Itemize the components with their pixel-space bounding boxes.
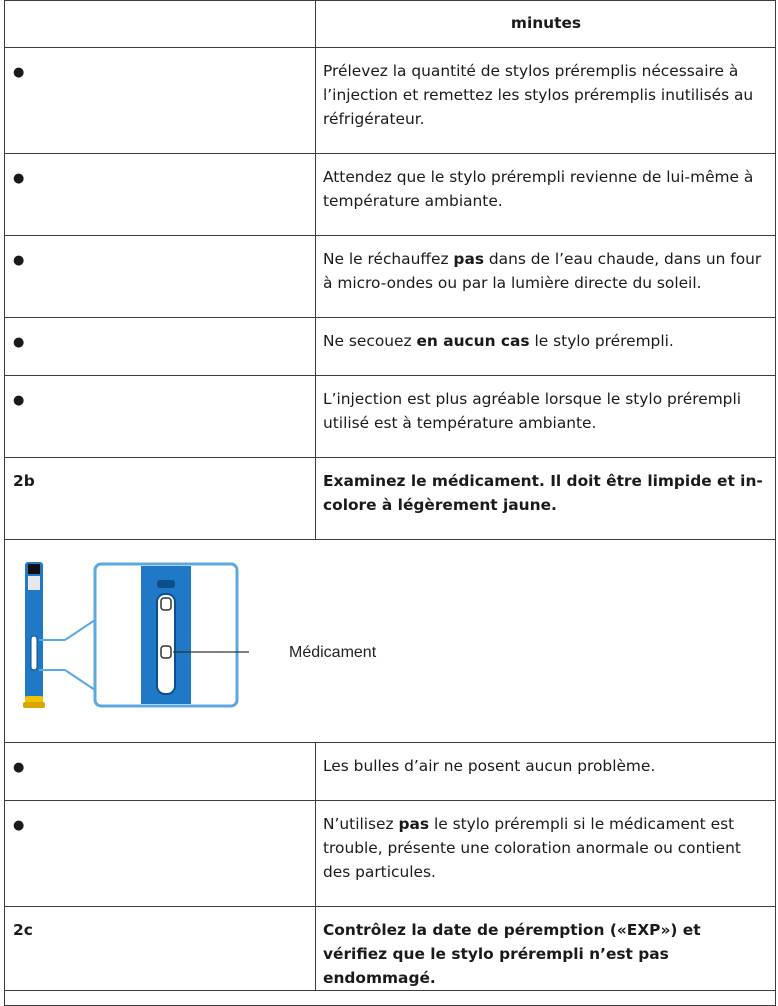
step-number-cell: 2c — [5, 907, 316, 991]
table-row — [5, 458, 776, 540]
text-part: Ne le réchauffez — [323, 250, 454, 268]
pen-figure — [5, 540, 775, 742]
bullet-cell — [5, 801, 316, 907]
text-part: N’utilisez — [323, 815, 399, 833]
bullet-cell — [5, 743, 316, 801]
prefilled-pen-illustration — [5, 540, 777, 742]
table-row — [5, 1, 776, 48]
instruction-cell: Prélevez la quantité de stylos préremplis nécessaire à l’injection et remettez les stylos préremplis inutilisés au réfrigérateur. — [316, 48, 776, 154]
bullet: ● — [13, 335, 25, 350]
table-row — [5, 376, 776, 458]
emphasis-text: pas — [398, 815, 430, 833]
text-part: Ne secouez — [323, 332, 417, 350]
table-row — [5, 743, 776, 801]
instruction-cell — [316, 801, 776, 907]
instruction-cell: L’injection est plus agréable lorsque le stylo prérempli utilisé est à température ambiante. — [316, 376, 776, 458]
bullet: ● — [13, 65, 25, 80]
instruction-cell: Attendez que le stylo prérempli revienne de lui-même à température ambiante. — [316, 154, 776, 236]
table-row — [5, 154, 776, 236]
zoom-frame-icon — [95, 564, 249, 706]
bullet-cell — [5, 318, 316, 376]
emphasis-text: pas — [453, 250, 484, 268]
header-minutes-cell: minutes — [316, 1, 776, 48]
table-row — [5, 991, 776, 1006]
text-part: dans de l’eau chaude, dans un four à micro-ondes ou par la lumière directe du soleil. — [323, 250, 762, 292]
instruction-cell — [316, 318, 776, 376]
bullet: ● — [13, 760, 25, 775]
table-row — [5, 48, 776, 154]
figure-cell — [5, 540, 776, 743]
step-title-cell: Examinez le médicament. Il doit être limpide et in-colore à légèrement jaune. — [316, 458, 776, 540]
text-part: le stylo prérempli. — [529, 332, 674, 350]
header-left-cell — [5, 1, 316, 48]
medicine-label: Médicament — [289, 644, 377, 661]
empty-cell — [5, 991, 776, 1006]
bullet: ● — [13, 393, 25, 408]
emphasis-text: en aucun cas — [416, 332, 530, 350]
table-row — [5, 236, 776, 318]
bullet: ● — [13, 253, 25, 268]
table-row — [5, 801, 776, 907]
step-number-cell: 2b — [5, 458, 316, 540]
table-row — [5, 907, 776, 991]
bullet-cell — [5, 154, 316, 236]
instruction-cell: Les bulles d’air ne posent aucun problème. — [316, 743, 776, 801]
table-row — [5, 318, 776, 376]
instructions-table — [4, 0, 776, 1006]
bullet-cell — [5, 48, 316, 154]
instruction-cell — [316, 236, 776, 318]
bullet-cell — [5, 376, 316, 458]
bullet: ● — [13, 171, 25, 186]
step-title-cell: Contrôlez la date de péremption («EXP») et vérifiez que le stylo prérempli n’est pas endommagé. — [316, 907, 776, 991]
pen-full-icon — [23, 562, 45, 708]
bullet: ● — [13, 818, 25, 833]
figure-row — [5, 540, 776, 743]
text-part: le stylo prérempli si le médicament est trouble, présente une coloration anormale ou contient des particules. — [323, 815, 741, 881]
bullet-cell — [5, 236, 316, 318]
